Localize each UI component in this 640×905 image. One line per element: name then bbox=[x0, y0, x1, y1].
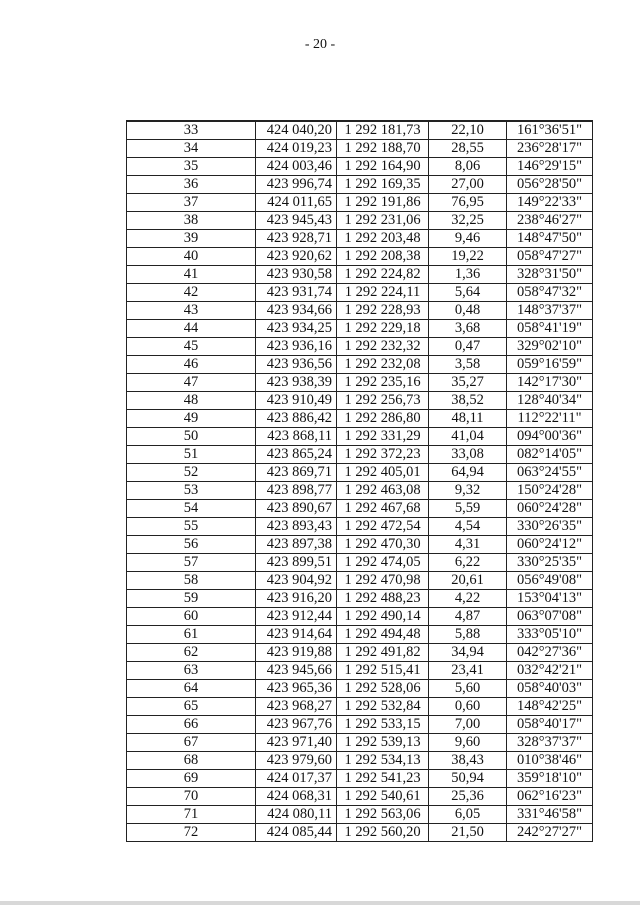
table-row bbox=[127, 374, 593, 392]
cell-point-number: 62 bbox=[127, 644, 256, 662]
cell-length: 4,54 bbox=[429, 518, 507, 536]
cell-length: 23,41 bbox=[429, 662, 507, 680]
table-row bbox=[127, 590, 593, 608]
cell-direction-angle: 331°46'58" bbox=[507, 806, 593, 824]
cell-length: 0,48 bbox=[429, 302, 507, 320]
cell-x-coordinate: 423 893,43 bbox=[256, 518, 337, 536]
table-row bbox=[127, 572, 593, 590]
table-row bbox=[127, 140, 593, 158]
cell-length: 8,06 bbox=[429, 158, 507, 176]
cell-point-number: 59 bbox=[127, 590, 256, 608]
cell-y-coordinate: 1 292 405,01 bbox=[337, 464, 429, 482]
cell-x-coordinate: 423 928,71 bbox=[256, 230, 337, 248]
cell-point-number: 57 bbox=[127, 554, 256, 572]
cell-point-number: 52 bbox=[127, 464, 256, 482]
cell-point-number: 49 bbox=[127, 410, 256, 428]
cell-direction-angle: 058°47'32" bbox=[507, 284, 593, 302]
cell-length: 3,68 bbox=[429, 320, 507, 338]
cell-point-number: 37 bbox=[127, 194, 256, 212]
cell-length: 4,31 bbox=[429, 536, 507, 554]
cell-direction-angle: 333°05'10" bbox=[507, 626, 593, 644]
cell-point-number: 67 bbox=[127, 734, 256, 752]
cell-point-number: 70 bbox=[127, 788, 256, 806]
cell-length: 38,43 bbox=[429, 752, 507, 770]
table-row bbox=[127, 266, 593, 284]
cell-direction-angle: 330°26'35" bbox=[507, 518, 593, 536]
cell-y-coordinate: 1 292 488,23 bbox=[337, 590, 429, 608]
cell-length: 7,00 bbox=[429, 716, 507, 734]
cell-point-number: 60 bbox=[127, 608, 256, 626]
cell-y-coordinate: 1 292 563,06 bbox=[337, 806, 429, 824]
cell-y-coordinate: 1 292 181,73 bbox=[337, 121, 429, 140]
table-row bbox=[127, 248, 593, 266]
cell-length: 25,36 bbox=[429, 788, 507, 806]
table-row bbox=[127, 518, 593, 536]
table-row bbox=[127, 121, 593, 140]
cell-direction-angle: 242°27'27" bbox=[507, 824, 593, 842]
cell-y-coordinate: 1 292 491,82 bbox=[337, 644, 429, 662]
cell-direction-angle: 328°37'37" bbox=[507, 734, 593, 752]
cell-x-coordinate: 423 919,88 bbox=[256, 644, 337, 662]
cell-point-number: 34 bbox=[127, 140, 256, 158]
cell-length: 6,05 bbox=[429, 806, 507, 824]
cell-y-coordinate: 1 292 232,32 bbox=[337, 338, 429, 356]
cell-x-coordinate: 424 011,65 bbox=[256, 194, 337, 212]
cell-length: 20,61 bbox=[429, 572, 507, 590]
cell-length: 28,55 bbox=[429, 140, 507, 158]
cell-direction-angle: 063°07'08" bbox=[507, 608, 593, 626]
cell-point-number: 42 bbox=[127, 284, 256, 302]
table-body bbox=[127, 121, 593, 842]
cell-point-number: 56 bbox=[127, 536, 256, 554]
cell-y-coordinate: 1 292 560,20 bbox=[337, 824, 429, 842]
cell-length: 41,04 bbox=[429, 428, 507, 446]
cell-length: 3,58 bbox=[429, 356, 507, 374]
cell-x-coordinate: 424 068,31 bbox=[256, 788, 337, 806]
cell-length: 4,22 bbox=[429, 590, 507, 608]
cell-point-number: 61 bbox=[127, 626, 256, 644]
page-number: - 20 - bbox=[304, 37, 336, 52]
cell-length: 19,22 bbox=[429, 248, 507, 266]
cell-direction-angle: 060°24'12" bbox=[507, 536, 593, 554]
table-row bbox=[127, 284, 593, 302]
cell-x-coordinate: 424 040,20 bbox=[256, 121, 337, 140]
cell-point-number: 44 bbox=[127, 320, 256, 338]
cell-length: 1,36 bbox=[429, 266, 507, 284]
cell-y-coordinate: 1 292 474,05 bbox=[337, 554, 429, 572]
cell-length: 4,87 bbox=[429, 608, 507, 626]
cell-point-number: 54 bbox=[127, 500, 256, 518]
cell-y-coordinate: 1 292 490,14 bbox=[337, 608, 429, 626]
cell-y-coordinate: 1 292 231,06 bbox=[337, 212, 429, 230]
table-row bbox=[127, 176, 593, 194]
cell-y-coordinate: 1 292 540,61 bbox=[337, 788, 429, 806]
table-row bbox=[127, 770, 593, 788]
cell-x-coordinate: 424 003,46 bbox=[256, 158, 337, 176]
table-row bbox=[127, 536, 593, 554]
table-row bbox=[127, 806, 593, 824]
cell-point-number: 55 bbox=[127, 518, 256, 536]
cell-x-coordinate: 423 971,40 bbox=[256, 734, 337, 752]
cell-length: 64,94 bbox=[429, 464, 507, 482]
cell-direction-angle: 161°36'51" bbox=[507, 121, 593, 140]
cell-length: 50,94 bbox=[429, 770, 507, 788]
cell-length: 0,47 bbox=[429, 338, 507, 356]
cell-y-coordinate: 1 292 472,54 bbox=[337, 518, 429, 536]
table-row bbox=[127, 698, 593, 716]
cell-y-coordinate: 1 292 229,18 bbox=[337, 320, 429, 338]
cell-point-number: 43 bbox=[127, 302, 256, 320]
cell-point-number: 33 bbox=[127, 121, 256, 140]
cell-direction-angle: 128°40'34" bbox=[507, 392, 593, 410]
cell-x-coordinate: 423 965,36 bbox=[256, 680, 337, 698]
cell-point-number: 50 bbox=[127, 428, 256, 446]
cell-length: 21,50 bbox=[429, 824, 507, 842]
cell-x-coordinate: 423 934,25 bbox=[256, 320, 337, 338]
cell-length: 5,60 bbox=[429, 680, 507, 698]
cell-y-coordinate: 1 292 164,90 bbox=[337, 158, 429, 176]
cell-y-coordinate: 1 292 463,08 bbox=[337, 482, 429, 500]
cell-direction-angle: 058°47'27" bbox=[507, 248, 593, 266]
cell-y-coordinate: 1 292 224,82 bbox=[337, 266, 429, 284]
cell-y-coordinate: 1 292 286,80 bbox=[337, 410, 429, 428]
table-row bbox=[127, 788, 593, 806]
cell-length: 32,25 bbox=[429, 212, 507, 230]
cell-x-coordinate: 423 945,43 bbox=[256, 212, 337, 230]
cell-direction-angle: 042°27'36" bbox=[507, 644, 593, 662]
cell-x-coordinate: 423 914,64 bbox=[256, 626, 337, 644]
cell-point-number: 38 bbox=[127, 212, 256, 230]
table-row bbox=[127, 554, 593, 572]
table-row bbox=[127, 734, 593, 752]
table-row bbox=[127, 410, 593, 428]
cell-x-coordinate: 423 936,56 bbox=[256, 356, 337, 374]
cell-direction-angle: 062°16'23" bbox=[507, 788, 593, 806]
cell-x-coordinate: 423 968,27 bbox=[256, 698, 337, 716]
cell-y-coordinate: 1 292 235,16 bbox=[337, 374, 429, 392]
cell-y-coordinate: 1 292 467,68 bbox=[337, 500, 429, 518]
cell-point-number: 47 bbox=[127, 374, 256, 392]
cell-direction-angle: 094°00'36" bbox=[507, 428, 593, 446]
cell-point-number: 51 bbox=[127, 446, 256, 464]
table-row bbox=[127, 392, 593, 410]
table-row bbox=[127, 482, 593, 500]
cell-direction-angle: 058°41'19" bbox=[507, 320, 593, 338]
cell-length: 33,08 bbox=[429, 446, 507, 464]
cell-length: 48,11 bbox=[429, 410, 507, 428]
table-row bbox=[127, 500, 593, 518]
cell-y-coordinate: 1 292 372,23 bbox=[337, 446, 429, 464]
cell-point-number: 45 bbox=[127, 338, 256, 356]
cell-y-coordinate: 1 292 470,98 bbox=[337, 572, 429, 590]
cell-y-coordinate: 1 292 232,08 bbox=[337, 356, 429, 374]
cell-direction-angle: 146°29'15" bbox=[507, 158, 593, 176]
table-row bbox=[127, 824, 593, 842]
cell-length: 9,32 bbox=[429, 482, 507, 500]
cell-x-coordinate: 423 936,16 bbox=[256, 338, 337, 356]
cell-point-number: 35 bbox=[127, 158, 256, 176]
cell-length: 35,27 bbox=[429, 374, 507, 392]
cell-length: 22,10 bbox=[429, 121, 507, 140]
cell-x-coordinate: 423 869,71 bbox=[256, 464, 337, 482]
cell-direction-angle: 328°31'50" bbox=[507, 266, 593, 284]
cell-x-coordinate: 423 920,62 bbox=[256, 248, 337, 266]
cell-length: 0,60 bbox=[429, 698, 507, 716]
table-row bbox=[127, 446, 593, 464]
cell-y-coordinate: 1 292 256,73 bbox=[337, 392, 429, 410]
cell-y-coordinate: 1 292 208,38 bbox=[337, 248, 429, 266]
table-row bbox=[127, 464, 593, 482]
cell-length: 5,64 bbox=[429, 284, 507, 302]
cell-point-number: 69 bbox=[127, 770, 256, 788]
cell-direction-angle: 149°22'33" bbox=[507, 194, 593, 212]
cell-x-coordinate: 423 865,24 bbox=[256, 446, 337, 464]
cell-x-coordinate: 423 886,42 bbox=[256, 410, 337, 428]
cell-x-coordinate: 423 996,74 bbox=[256, 176, 337, 194]
table-row bbox=[127, 752, 593, 770]
cell-x-coordinate: 423 979,60 bbox=[256, 752, 337, 770]
cell-point-number: 53 bbox=[127, 482, 256, 500]
cell-y-coordinate: 1 292 534,13 bbox=[337, 752, 429, 770]
cell-point-number: 72 bbox=[127, 824, 256, 842]
cell-y-coordinate: 1 292 541,23 bbox=[337, 770, 429, 788]
table-row bbox=[127, 680, 593, 698]
cell-point-number: 40 bbox=[127, 248, 256, 266]
cell-x-coordinate: 423 916,20 bbox=[256, 590, 337, 608]
cell-point-number: 41 bbox=[127, 266, 256, 284]
table-row bbox=[127, 302, 593, 320]
cell-x-coordinate: 423 912,44 bbox=[256, 608, 337, 626]
cell-y-coordinate: 1 292 515,41 bbox=[337, 662, 429, 680]
cell-x-coordinate: 423 904,92 bbox=[256, 572, 337, 590]
cell-point-number: 58 bbox=[127, 572, 256, 590]
cell-length: 6,22 bbox=[429, 554, 507, 572]
cell-y-coordinate: 1 292 528,06 bbox=[337, 680, 429, 698]
cell-direction-angle: 112°22'11" bbox=[507, 410, 593, 428]
cell-x-coordinate: 424 019,23 bbox=[256, 140, 337, 158]
table-row bbox=[127, 212, 593, 230]
cell-x-coordinate: 424 080,11 bbox=[256, 806, 337, 824]
cell-x-coordinate: 423 868,11 bbox=[256, 428, 337, 446]
cell-point-number: 46 bbox=[127, 356, 256, 374]
table-row bbox=[127, 716, 593, 734]
cell-direction-angle: 148°47'50" bbox=[507, 230, 593, 248]
table-row bbox=[127, 608, 593, 626]
cell-x-coordinate: 423 898,77 bbox=[256, 482, 337, 500]
cell-length: 9,46 bbox=[429, 230, 507, 248]
cell-y-coordinate: 1 292 203,48 bbox=[337, 230, 429, 248]
cell-x-coordinate: 423 931,74 bbox=[256, 284, 337, 302]
cell-x-coordinate: 423 910,49 bbox=[256, 392, 337, 410]
cell-direction-angle: 059°16'59" bbox=[507, 356, 593, 374]
cell-direction-angle: 058°40'17" bbox=[507, 716, 593, 734]
cell-point-number: 66 bbox=[127, 716, 256, 734]
cell-point-number: 63 bbox=[127, 662, 256, 680]
cell-y-coordinate: 1 292 169,35 bbox=[337, 176, 429, 194]
cell-direction-angle: 153°04'13" bbox=[507, 590, 593, 608]
cell-y-coordinate: 1 292 494,48 bbox=[337, 626, 429, 644]
cell-direction-angle: 058°40'03" bbox=[507, 680, 593, 698]
table-row bbox=[127, 626, 593, 644]
cell-x-coordinate: 423 945,66 bbox=[256, 662, 337, 680]
cell-point-number: 71 bbox=[127, 806, 256, 824]
page-bottom-edge bbox=[0, 901, 640, 905]
table-row bbox=[127, 428, 593, 446]
cell-x-coordinate: 423 899,51 bbox=[256, 554, 337, 572]
table-row bbox=[127, 230, 593, 248]
cell-direction-angle: 056°28'50" bbox=[507, 176, 593, 194]
cell-point-number: 64 bbox=[127, 680, 256, 698]
cell-x-coordinate: 423 934,66 bbox=[256, 302, 337, 320]
cell-length: 9,60 bbox=[429, 734, 507, 752]
cell-point-number: 48 bbox=[127, 392, 256, 410]
cell-length: 38,52 bbox=[429, 392, 507, 410]
cell-length: 5,59 bbox=[429, 500, 507, 518]
cell-x-coordinate: 424 085,44 bbox=[256, 824, 337, 842]
cell-direction-angle: 359°18'10" bbox=[507, 770, 593, 788]
cell-direction-angle: 142°17'30" bbox=[507, 374, 593, 392]
cell-point-number: 39 bbox=[127, 230, 256, 248]
cell-y-coordinate: 1 292 188,70 bbox=[337, 140, 429, 158]
cell-y-coordinate: 1 292 331,29 bbox=[337, 428, 429, 446]
table-row bbox=[127, 644, 593, 662]
table-row bbox=[127, 320, 593, 338]
cell-length: 5,88 bbox=[429, 626, 507, 644]
cell-direction-angle: 060°24'28" bbox=[507, 500, 593, 518]
cell-x-coordinate: 424 017,37 bbox=[256, 770, 337, 788]
cell-direction-angle: 330°25'35" bbox=[507, 554, 593, 572]
cell-direction-angle: 150°24'28" bbox=[507, 482, 593, 500]
cell-x-coordinate: 423 890,67 bbox=[256, 500, 337, 518]
cell-direction-angle: 032°42'21" bbox=[507, 662, 593, 680]
cell-y-coordinate: 1 292 539,13 bbox=[337, 734, 429, 752]
cell-direction-angle: 236°28'17" bbox=[507, 140, 593, 158]
cell-point-number: 68 bbox=[127, 752, 256, 770]
cell-point-number: 65 bbox=[127, 698, 256, 716]
cell-x-coordinate: 423 897,38 bbox=[256, 536, 337, 554]
cell-length: 27,00 bbox=[429, 176, 507, 194]
table-row bbox=[127, 338, 593, 356]
cell-direction-angle: 082°14'05" bbox=[507, 446, 593, 464]
cell-direction-angle: 238°46'27" bbox=[507, 212, 593, 230]
table-row bbox=[127, 194, 593, 212]
coordinates-table bbox=[126, 120, 593, 842]
cell-direction-angle: 148°37'37" bbox=[507, 302, 593, 320]
cell-y-coordinate: 1 292 191,86 bbox=[337, 194, 429, 212]
cell-length: 76,95 bbox=[429, 194, 507, 212]
cell-y-coordinate: 1 292 224,11 bbox=[337, 284, 429, 302]
cell-direction-angle: 329°02'10" bbox=[507, 338, 593, 356]
table-row bbox=[127, 662, 593, 680]
cell-direction-angle: 063°24'55" bbox=[507, 464, 593, 482]
cell-length: 34,94 bbox=[429, 644, 507, 662]
cell-direction-angle: 010°38'46" bbox=[507, 752, 593, 770]
cell-y-coordinate: 1 292 533,15 bbox=[337, 716, 429, 734]
cell-y-coordinate: 1 292 228,93 bbox=[337, 302, 429, 320]
cell-direction-angle: 056°49'08" bbox=[507, 572, 593, 590]
table-row bbox=[127, 158, 593, 176]
cell-x-coordinate: 423 938,39 bbox=[256, 374, 337, 392]
cell-y-coordinate: 1 292 532,84 bbox=[337, 698, 429, 716]
cell-x-coordinate: 423 967,76 bbox=[256, 716, 337, 734]
cell-point-number: 36 bbox=[127, 176, 256, 194]
cell-y-coordinate: 1 292 470,30 bbox=[337, 536, 429, 554]
table-row bbox=[127, 356, 593, 374]
cell-direction-angle: 148°42'25" bbox=[507, 698, 593, 716]
cell-x-coordinate: 423 930,58 bbox=[256, 266, 337, 284]
